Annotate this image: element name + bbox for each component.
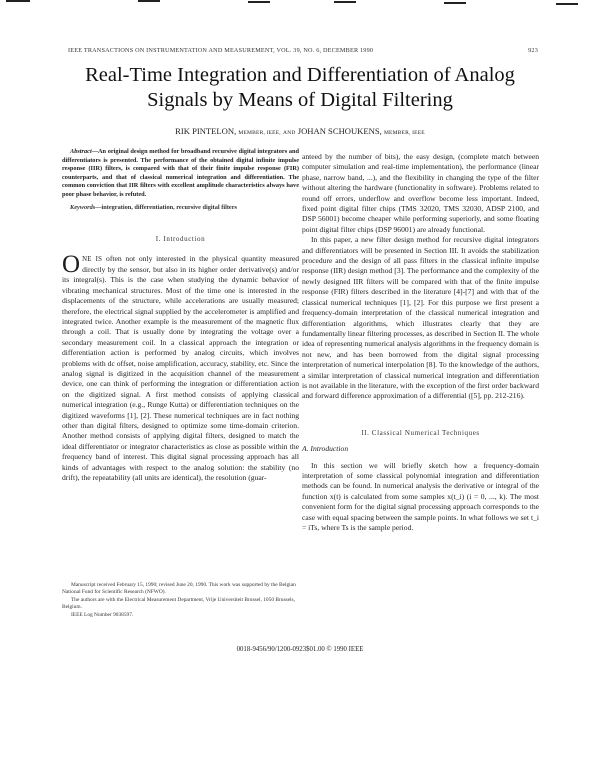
copyright-line: 0018-9456/90/1200-0923$01.00 © 1990 IEEE [236, 646, 364, 653]
footnote-manuscript: Manuscript received February 15, 1990; revised June 20, 1990. This work was supported by the Belgian National Fund for Scientific Research (NFWO). [62, 582, 296, 596]
footnote [62, 582, 299, 619]
intro-paragraph-1 [62, 250, 299, 484]
abstract-text: —An original design method for broadband recursive digital integrators and differentiators is presented. The performance of the obtained digital infinite impulse response (IIR) filters, is compared with that of their finite impulse response (FIR) counterparts, and that of classical numerical integration and differentiation. The common conviction that IIR filters with excellent amplitude characteristics always have poor phase behavior, is refuted. [62, 148, 299, 198]
author-2: JOHAN SCHOUKENS, [297, 126, 382, 136]
author-1: RIK PINTELON, [175, 126, 237, 136]
intro-paragraph-2: In this paper, a new filter design method for recursive digital integrators and differentiators will be presented in Section III. It avoids the stabilization procedure and the design of all pass filters in the classical infinite impulse response (IIR) design method [3]. The performance and the complexity of the newly designed IIR filters will be compared with that of the finite impulse response (FIR) filters described in the literature [4]-[7] and with that of the classical numerical techniques [1], [2]. For this purpose we first present a frequency-domain interpretation of the classical numerical integration and differentiation algorithms, which illustrates clearly that they are fundamentally linear filtering processes, as described in Section II. The whole idea of representing numerical analysis algorithms in the frequency domain is not new, and has been borrowed from the digital signal processing interpretation of numerical interpolation [8]. To the knowledge of the authors, a similar interpretation of classical numerical integration and differentiation is not available in the literature, with the exception of the first order backward and forward difference approximation of a differential ([5], pp. 212-216). [302, 235, 540, 401]
drop-cap: O [62, 250, 81, 278]
subsection-heading-introduction: A. Introduction [302, 444, 349, 454]
section2-paragraph-1: In this section we will briefly sketch how a frequency-domain interpretation of some classical polynomial integration and differentiation methods can be found. In numerical analysis the derivative or integral of the function x(t) is calculated from some samples x(t_i) (i = 0, ..., k). The most convenient form for the digital signal processing approach corresponds to the case with equal spacing between the sample points. In what follows we set t_i = iTs, where Ts is the sample period. [302, 460, 539, 532]
scan-edge-marks [0, 0, 600, 8]
title-line-1: Real-Time Integration and Differentiation of Analog [85, 64, 515, 86]
footnote-affiliation: The authors are with the Electrical Measurement Department, Vrije Universiteit Brussel, 1050 Brussels, Belgium. [62, 596, 295, 611]
keywords [62, 204, 299, 213]
intro-paragraph-1-continued: anteed by the number of bits), the easy design, (complete match between computer simulation and real-time implementation), the performance (linear phase, narrow band, ...), and the flexibility in changing the type of the filter without altering the hardware (functionality in software). Problems related to round off errors, underflow and overflow become less important. Indeed, fixed point digital filter chips (TMS 32020, TMS 32030, ADSP 2100, and DSP 56001) become cheaper while performing superiorly, and some floating point digital filter chips (DSP 96001) are already functional. [302, 152, 539, 234]
footnote-log-number: IEEE Log Number 9038597. [71, 611, 134, 618]
abstract [62, 148, 299, 200]
journal-name: IEEE TRANSACTIONS ON INSTRUMENTATION AND MEASUREMENT, VOL. 39, NO. 6, DECEMBER 1990 [68, 47, 374, 54]
paper-title [60, 63, 540, 113]
left-column [62, 148, 299, 484]
author-conjunction: AND [283, 130, 296, 136]
section-heading-introduction: I. Introduction [155, 235, 206, 244]
keywords-text: —integration, differentiation, recursive digital filters [95, 203, 237, 211]
running-header [68, 47, 538, 54]
abstract-label: Abstract [70, 148, 92, 155]
author-line [60, 126, 540, 136]
author-2-grade: MEMBER, IEEE [383, 130, 425, 136]
first-word: NE IS [82, 255, 103, 263]
author-1-grade: MEMBER, IEEE, [238, 130, 281, 136]
title-line-2: Signals by Means of Digital Filtering [147, 89, 453, 111]
right-column [302, 152, 539, 533]
keywords-label: Keywords [70, 203, 96, 211]
section-heading-classical: II. Classical Numerical Techniques [361, 428, 480, 437]
page-number: 923 [528, 47, 538, 54]
intro-paragraph-1-text: often not only interested in the physical quantity measured directly by the sensor, but also in its higher order derivative(s) and/or its integral(s). This is the case when studying the dynamic behavior of vibrating mechanical structures. Most of the time one is interested in the displacements of the structure, while accelerations are usually measured; therefore, the electrical signal supplied by the accelerometer is amplified and integrated twice. Another example is the measurement of the magnetic flux through a coil. That is usually done by integrating the voltage over a secondary measurement coil. In a classical approach the integration or differentiation action is performed by analog circuits, which involves problems with dc offset, noise amplification, accuracy, stability, etc. Since the analog signal is digitized in the acquisition channel of the measurement device, one can think of performing the integration or differentiation action on the digitized signal. A first method consists of applying classical numerical integration (e.g., Runge Kutta) or differentiation techniques on the digitized waveforms [1], [2]. These numerical techniques are in fact nothing other than digital filters, designed to optimize some time-domain criterion. Another method consists of applying digital filters, designed to match the ideal differentiator or integrator characteristics as close as possible within the frequency band of interest. This digital signal processing approach has all kinds of advantages with respect to the analog solution: the stability (no drift), the repeatability (all units are identical), the resolution (guar- [62, 253, 299, 483]
